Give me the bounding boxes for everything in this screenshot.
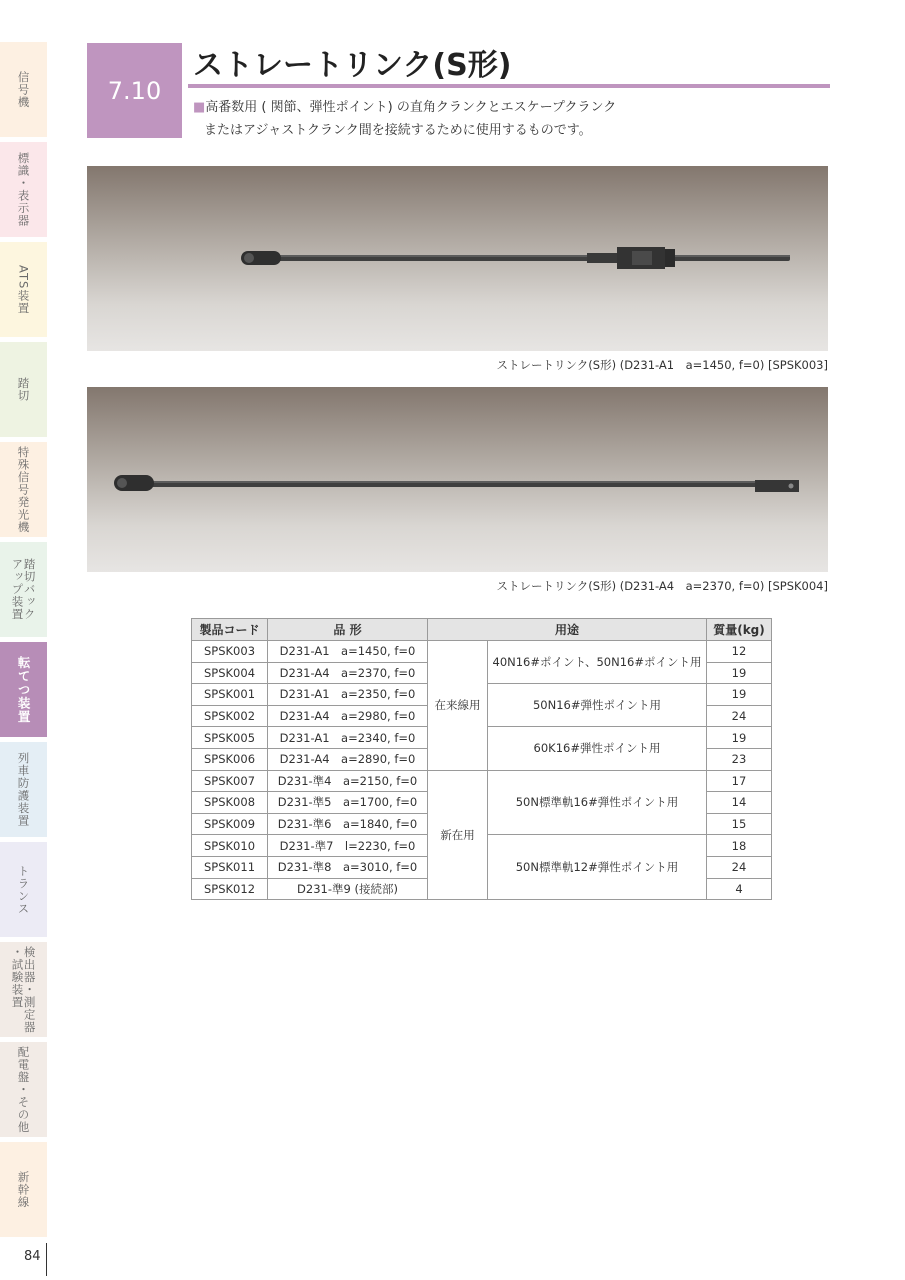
- cell-type: D231-準6 a=1840, f=0: [268, 813, 428, 835]
- tab-label: 踏切バック アップ装置: [10, 558, 37, 621]
- cell-line: 新在用: [428, 770, 488, 900]
- tab-crossing[interactable]: [0, 342, 47, 437]
- cell-type: D231-A4 a=2370, f=0: [268, 662, 428, 684]
- straight-link-image-1: [87, 166, 828, 351]
- cell-type: D231-準8 a=3010, f=0: [268, 856, 428, 878]
- cell-use: 40N16#ポイント、50N16#ポイント用: [488, 641, 707, 684]
- cell-code: SPSK012: [192, 878, 268, 900]
- tab-label: 踏切: [16, 377, 31, 402]
- cell-mass: 19: [707, 684, 772, 706]
- header-use: 用途: [428, 619, 707, 641]
- cell-code: SPSK004: [192, 662, 268, 684]
- tab-signs[interactable]: [0, 142, 47, 237]
- product-photo-2: [87, 387, 828, 572]
- description-line-2: またはアジャストクランク間を接続するために使用するものです。: [204, 123, 592, 138]
- cell-mass: 14: [707, 792, 772, 814]
- cell-code: SPSK002: [192, 705, 268, 727]
- cell-line: 在来線用: [428, 641, 488, 771]
- header-type: 品 形: [268, 619, 428, 641]
- tab-label: ATS装置: [16, 264, 31, 315]
- tab-label: 特殊信号発光機: [16, 445, 31, 534]
- tab-shinkansen[interactable]: [0, 1142, 47, 1237]
- cell-code: SPSK009: [192, 813, 268, 835]
- tab-switch-device[interactable]: [0, 642, 47, 737]
- tab-label: 新幹線: [16, 1170, 31, 1209]
- cell-type: D231-A4 a=2980, f=0: [268, 705, 428, 727]
- cell-type: D231-A4 a=2890, f=0: [268, 748, 428, 770]
- tab-label: 標識・表示器: [16, 152, 31, 227]
- page-number-divider: [46, 1243, 47, 1276]
- photo-caption-1: ストレートリンク(S形) (D231-A1 a=1450, f=0) [SPSK003]: [496, 358, 828, 372]
- cell-code: SPSK010: [192, 835, 268, 857]
- cell-mass: 15: [707, 813, 772, 835]
- cell-type: D231-準9 (接続部): [268, 878, 428, 900]
- cell-mass: 18: [707, 835, 772, 857]
- page-number: 84: [24, 1249, 41, 1264]
- header-code: 製品コード: [192, 619, 268, 641]
- cell-code: SPSK008: [192, 792, 268, 814]
- product-photo-1: [87, 166, 828, 351]
- cell-type: D231-A1 a=2340, f=0: [268, 727, 428, 749]
- cell-mass: 19: [707, 727, 772, 749]
- cell-mass: 19: [707, 662, 772, 684]
- cell-mass: 24: [707, 856, 772, 878]
- cell-code: SPSK001: [192, 684, 268, 706]
- cell-code: SPSK006: [192, 748, 268, 770]
- description-line-1: 高番数用 ( 関節、弾性ポイント) の直角クランクとエスケープクランク: [205, 100, 617, 115]
- cell-mass: 12: [707, 641, 772, 663]
- cell-code: SPSK003: [192, 641, 268, 663]
- cell-code: SPSK007: [192, 770, 268, 792]
- section-number-box: [87, 43, 182, 138]
- cell-mass: 17: [707, 770, 772, 792]
- tab-ats[interactable]: [0, 242, 47, 337]
- cell-type: D231-準5 a=1700, f=0: [268, 792, 428, 814]
- cell-mass: 4: [707, 878, 772, 900]
- tab-switchboard[interactable]: [0, 1042, 47, 1137]
- description: [193, 96, 616, 142]
- cell-mass: 24: [707, 705, 772, 727]
- cell-use: 50N標準軌12#弾性ポイント用: [488, 835, 707, 900]
- tab-signal[interactable]: [0, 42, 47, 137]
- cell-type: D231-A1 a=1450, f=0: [268, 641, 428, 663]
- tab-label: 検出器・測定器 ・試験装置: [10, 945, 37, 1034]
- section-number: 7.10: [107, 76, 162, 105]
- tab-special-signal[interactable]: [0, 442, 47, 537]
- cell-use: 50N標準軌16#弾性ポイント用: [488, 770, 707, 835]
- product-table: [191, 618, 772, 900]
- page-title: ストレートリンク(S形): [193, 48, 512, 83]
- cell-use: 50N16#弾性ポイント用: [488, 684, 707, 727]
- tab-label: 列車防護装置: [16, 752, 31, 827]
- table-header-row: [192, 619, 772, 641]
- bullet-icon: ■: [193, 100, 206, 115]
- tab-transformer[interactable]: [0, 842, 47, 937]
- cell-type: D231-準4 a=2150, f=0: [268, 770, 428, 792]
- title-underline: [188, 84, 830, 88]
- table-row: [192, 641, 772, 663]
- tab-label: 転てつ装置: [16, 655, 32, 724]
- table-row: [192, 770, 772, 792]
- cell-type: D231-A1 a=2350, f=0: [268, 684, 428, 706]
- header-mass: 質量(kg): [707, 619, 772, 641]
- cell-type: D231-準7 l=2230, f=0: [268, 835, 428, 857]
- tab-train-protection[interactable]: [0, 742, 47, 837]
- tab-label: トランス: [16, 864, 31, 915]
- cell-use: 60K16#弾性ポイント用: [488, 727, 707, 770]
- straight-link-image-2: [87, 387, 828, 572]
- tab-label: 信号機: [16, 70, 31, 109]
- photo-caption-2: ストレートリンク(S形) (D231-A4 a=2370, f=0) [SPSK004]: [496, 579, 828, 593]
- tab-label: 配電盤・その他: [16, 1045, 31, 1134]
- cell-mass: 23: [707, 748, 772, 770]
- tab-crossing-backup[interactable]: [0, 542, 47, 637]
- cell-code: SPSK011: [192, 856, 268, 878]
- tab-detectors[interactable]: [0, 942, 47, 1037]
- cell-code: SPSK005: [192, 727, 268, 749]
